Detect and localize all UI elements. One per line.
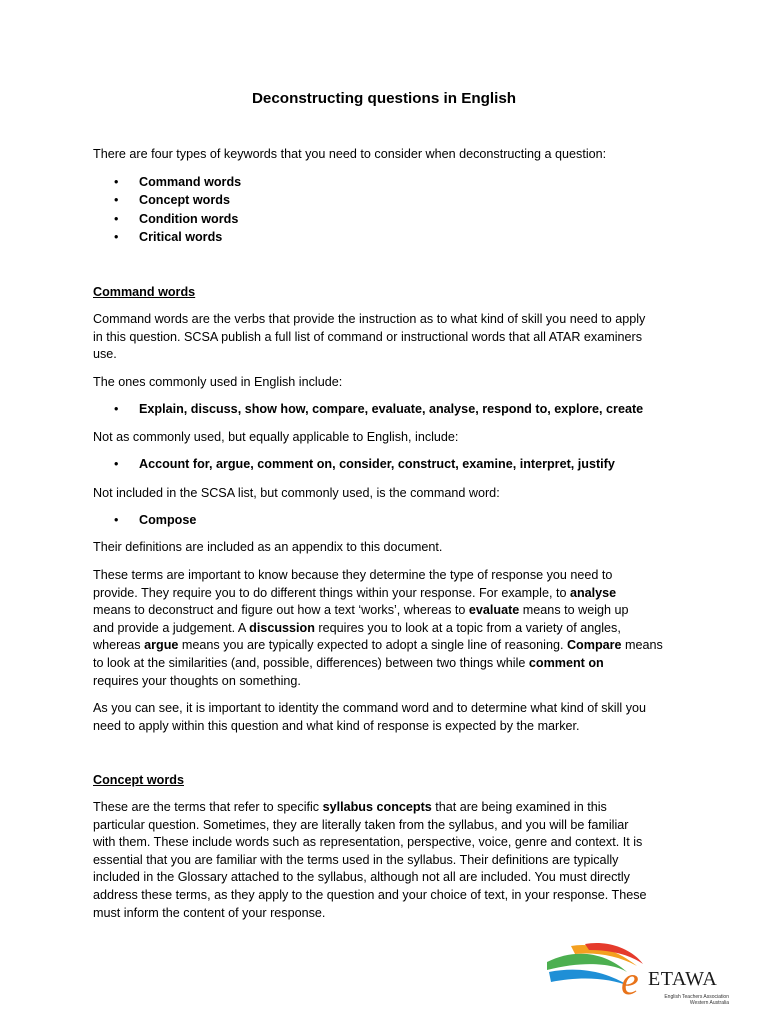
common-words-list [93, 401, 693, 419]
command-words-paragraph: Command words are the verbs that provide the instruction as to what kind of skill you need to apply in this question. SCSA publish a full list of command or instructional words that all ATAR examiners use. [93, 312, 646, 362]
logo-name: ETAWA [648, 968, 718, 990]
text-run: must inform the content of your response. [93, 905, 326, 920]
bold-term: Compare [566, 638, 622, 653]
list-item: • Compose [93, 512, 693, 530]
not-included-list [93, 512, 693, 530]
less-common-words-intro: Not as commonly used, but equally applicable to English, include: [93, 430, 459, 444]
list-item: • Command words [93, 174, 693, 192]
less-common-words-list [93, 456, 693, 474]
keyword-types-list [93, 174, 693, 246]
bold-term: syllabus concepts [322, 800, 432, 814]
list-item: • Explain, discuss, show how, compare, evaluate, analyse, respond to, explore, create [93, 401, 693, 419]
logo-e-letter: e [621, 958, 639, 1003]
text-run: that are being examined in this [431, 800, 607, 814]
text-run: requires your thoughts on something. [93, 673, 301, 688]
definitions-note: Their definitions are included as an appendix to this document. [93, 540, 443, 554]
text-run: with them. These include words such as representation, perspective, voice, genre and context. It is [93, 835, 643, 850]
list-item: • Critical words [93, 229, 693, 247]
list-item: • Condition words [93, 211, 693, 229]
bold-term: evaluate [468, 603, 520, 618]
list-item: • Concept words [93, 192, 693, 210]
command-words-heading: Command words [93, 285, 196, 299]
text-run: provide. They require you to do different things within your response. For example, to [93, 585, 570, 600]
text-run: particular question. Sometimes, they are literally taken from the syllabus, and you will be familiar [93, 817, 629, 832]
concept-words-paragraph [93, 799, 693, 922]
text-run: address these terms, as they apply to the question and your choice of text, in your response. These [93, 887, 647, 902]
conclusion-paragraph: As you can see, it is important to identity the command word and to determine what kind of skill you need to apply within this question and what kind of response is expected by the marker. [93, 701, 646, 733]
text-run: means to weigh up [519, 603, 629, 618]
bold-term: analyse [569, 585, 617, 600]
importance-paragraph [93, 567, 693, 690]
text-run: whereas [93, 638, 145, 653]
text-run: These are the terms that refer to specific [93, 800, 323, 814]
bold-term: comment on [528, 655, 604, 670]
text-run: and provide a judgement. A [93, 620, 250, 635]
text-run: means [621, 638, 663, 653]
text-run: essential that you are familiar with the terms used in the syllabus. Their definitions are typically [93, 852, 619, 867]
logo-swirl-blue [549, 970, 629, 986]
concept-words-heading: Concept words [93, 773, 184, 787]
page-title: Deconstructing questions in English [251, 90, 517, 107]
bold-term: discussion [249, 620, 315, 635]
text-run: to look at the similarities (and, possible, differences) between two things while [93, 655, 529, 670]
logo-subtitle-line-2: Western Australia [689, 1000, 729, 1006]
text-run: included in the Glossary attached to the syllabus, although not all are included. You must directly [93, 870, 630, 885]
not-included-intro: Not included in the SCSA list, but commonly used, is the command word: [93, 486, 500, 500]
text-run: means to deconstruct and figure out how a text ‘works’, whereas to [93, 603, 469, 618]
text-run: requires you to look at a topic from a variety of angles, [314, 620, 621, 635]
list-item: • Account for, argue, comment on, consider, construct, examine, interpret, justify [93, 456, 693, 474]
text-run: means you are typically expected to adopt a single line of reasoning. [178, 638, 567, 653]
common-words-intro: The ones commonly used in English include: [93, 375, 343, 389]
intro-paragraph: There are four types of keywords that you need to consider when deconstructing a question: [93, 147, 607, 161]
logo-subtitle-line-1: English Teachers Association [664, 994, 729, 1000]
bold-term: argue [144, 638, 179, 653]
text-run: These terms are important to know because they determine the type of response you need to [93, 568, 613, 582]
etawa-logo [545, 942, 735, 1014]
